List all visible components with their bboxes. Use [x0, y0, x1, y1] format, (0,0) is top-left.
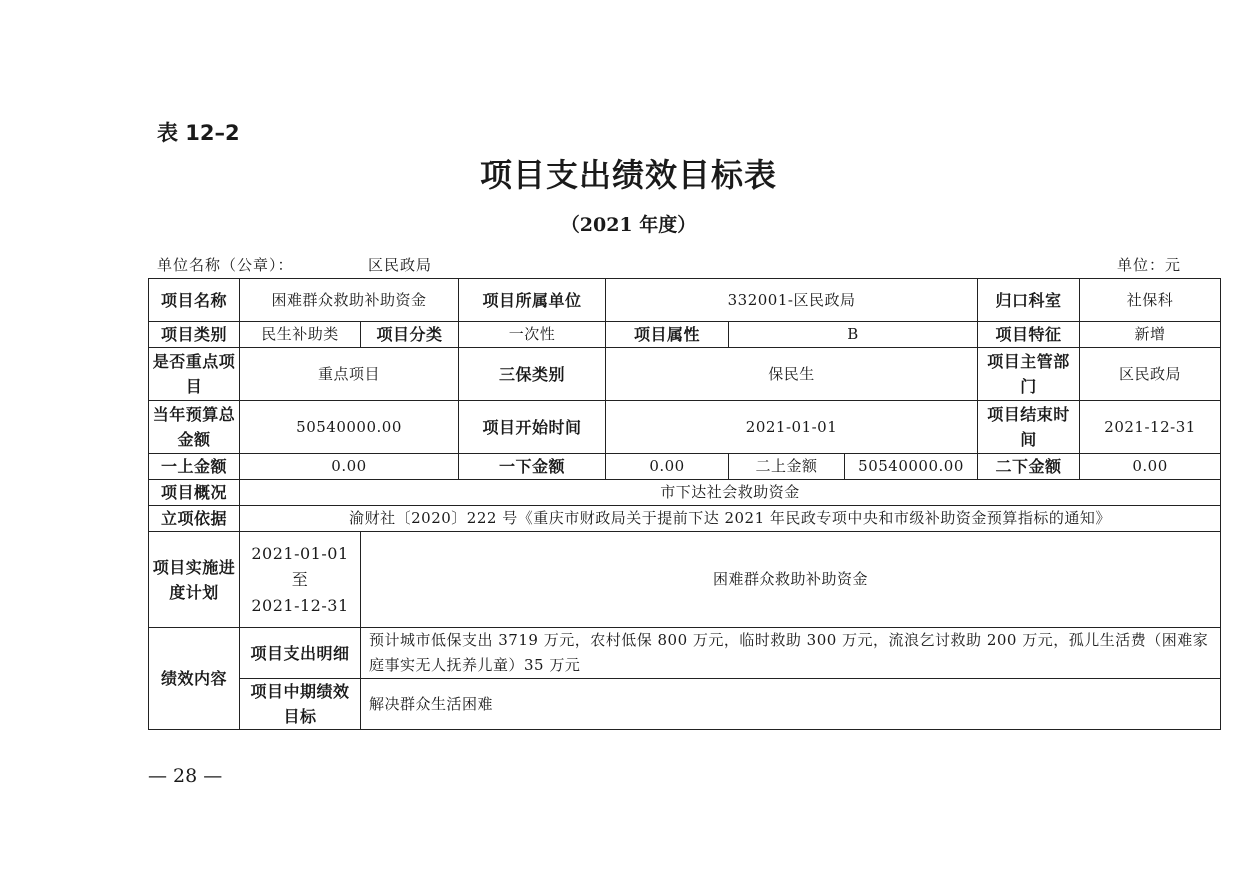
- owner-unit-label: 项目所属单位: [459, 279, 606, 322]
- supervisor-label: 项目主管部门: [978, 348, 1080, 401]
- budget-label: 当年预算总金额: [149, 401, 240, 454]
- basis-label: 立项依据: [149, 506, 240, 532]
- classification-value: 一次性: [459, 322, 606, 348]
- schedule-content: 困难群众救助补助资金: [361, 532, 1221, 628]
- up2-label: 二上金额: [729, 454, 845, 480]
- table-row: [149, 401, 1221, 454]
- overview-label: 项目概况: [149, 480, 240, 506]
- project-name-label: 项目名称: [149, 279, 240, 322]
- up1-label: 一上金额: [149, 454, 240, 480]
- three-guarantees-value: 保民生: [606, 348, 978, 401]
- attribute-value: B: [729, 322, 978, 348]
- start-date-label: 项目开始时间: [459, 401, 606, 454]
- end-date-label: 项目结束时间: [978, 401, 1080, 454]
- budget-value: 50540000.00: [240, 401, 459, 454]
- overview-value: 市下达社会救助资金: [240, 480, 1221, 506]
- table-row: [149, 532, 1221, 628]
- three-guarantees-label: 三保类别: [459, 348, 606, 401]
- schedule-period: [240, 532, 361, 628]
- table-row: [149, 454, 1221, 480]
- schedule-start: 2021-01-01: [251, 543, 349, 563]
- table-number: 表 12–2: [157, 121, 240, 145]
- dept-label: 归口科室: [978, 279, 1080, 322]
- key-project-value: 重点项目: [240, 348, 459, 401]
- page-title: 项目支出绩效目标表: [479, 156, 777, 194]
- category-value: 民生补助类: [240, 322, 361, 348]
- down1-label: 一下金额: [459, 454, 606, 480]
- table-row: [149, 480, 1221, 506]
- table-row: [149, 679, 1221, 730]
- schedule-to: 至: [291, 569, 309, 589]
- page-subtitle: （2021 年度）: [560, 214, 697, 236]
- feature-value: 新增: [1080, 322, 1221, 348]
- unit-name-value: 区民政局: [368, 256, 433, 274]
- down2-label: 二下金额: [978, 454, 1080, 480]
- category-label: 项目类别: [149, 322, 240, 348]
- unit-name-label: 单位名称（公章）：: [157, 256, 294, 274]
- up2-value: 50540000.00: [845, 454, 978, 480]
- page-number: — 28 —: [148, 765, 223, 787]
- down1-value: 0.00: [606, 454, 729, 480]
- feature-label: 项目特征: [978, 322, 1080, 348]
- attribute-label: 项目属性: [606, 322, 729, 348]
- end-date-value: 2021-12-31: [1080, 401, 1221, 454]
- expense-detail-label: 项目支出明细: [240, 628, 361, 679]
- project-name-value: 困难群众救助补助资金: [240, 279, 459, 322]
- start-date-value: 2021-01-01: [606, 401, 978, 454]
- up1-value: 0.00: [240, 454, 459, 480]
- table-row: [149, 279, 1221, 322]
- supervisor-value: 区民政局: [1080, 348, 1221, 401]
- owner-unit-value: 332001-区民政局: [606, 279, 978, 322]
- table-row: [149, 348, 1221, 401]
- dept-value: 社保科: [1080, 279, 1221, 322]
- schedule-label: 项目实施进度计划: [149, 532, 240, 628]
- basis-value: 渝财社〔2020〕222 号《重庆市财政局关于提前下达 2021 年民政专项中央和市级补助资金预算指标的通知》: [240, 506, 1221, 532]
- classification-label: 项目分类: [361, 322, 459, 348]
- performance-table: [148, 278, 1221, 730]
- currency-unit: 单位：元: [1117, 256, 1182, 274]
- down2-value: 0.00: [1080, 454, 1221, 480]
- schedule-end: 2021-12-31: [251, 595, 349, 615]
- performance-label: 绩效内容: [149, 628, 240, 730]
- expense-detail-value: 预计城市低保支出 3719 万元，农村低保 800 万元，临时救助 300 万元，流浪乞讨救助 200 万元，孤儿生活费（困难家庭事实无人抚养儿童）35 万元: [361, 628, 1221, 679]
- mid-goal-label: 项目中期绩效目标: [240, 679, 361, 730]
- table-row: [149, 322, 1221, 348]
- key-project-label: 是否重点项目: [149, 348, 240, 401]
- table-row: [149, 506, 1221, 532]
- mid-goal-value: 解决群众生活困难: [361, 679, 1221, 730]
- table-row: [149, 628, 1221, 679]
